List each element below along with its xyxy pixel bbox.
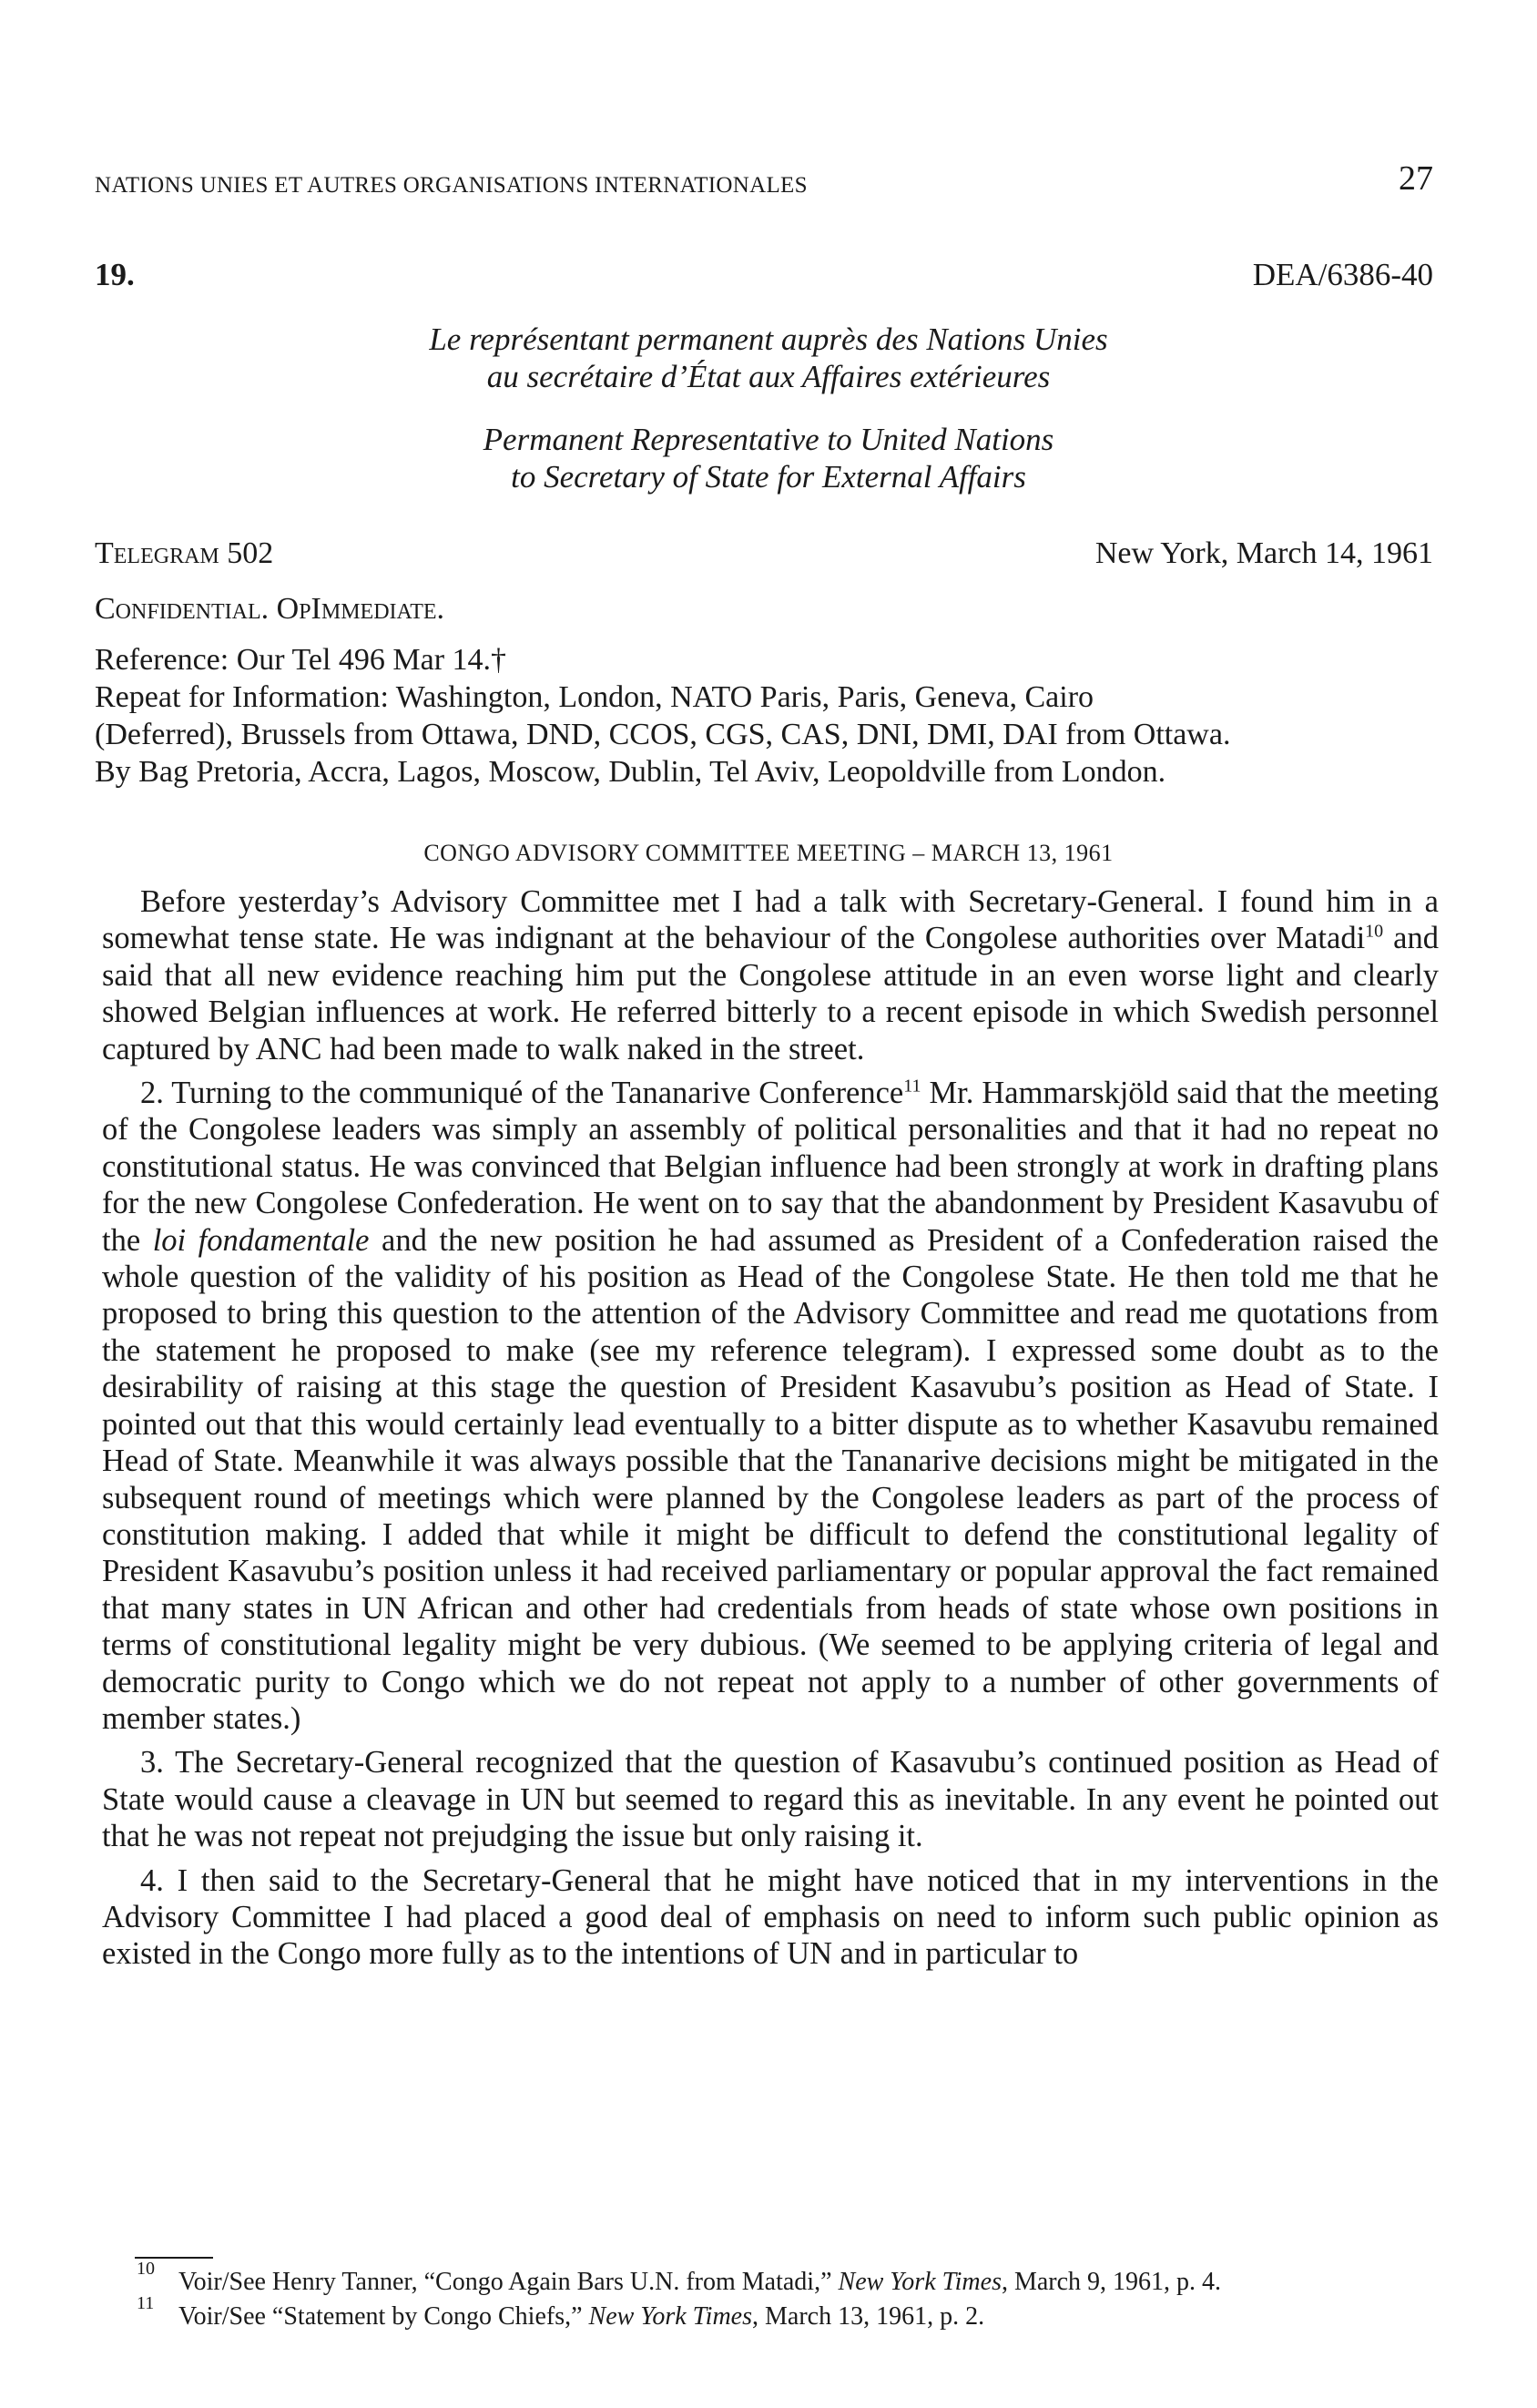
paragraph-3: 3. The Secretary-General recognized that the question of Kasavubu’s continued position as Head of State would cause a cleavage in UN but seemed to regard this as inevitable. In any event he pointed out that he was not repeat not prejudging the issue but only raising it.	[102, 1745, 1439, 1854]
paragraph-4: 4. I then said to the Secretary-General that he might have noticed that in my interventions in the Advisory Committee I had placed a good deal of emphasis on need to inform such public opinion as existed in the Congo more fully as to the intentions of UN and in particular to	[102, 1862, 1439, 1972]
file-reference: DEA/6386-40	[1252, 257, 1433, 292]
heading-en-line-2: to Secretary of State for External Affairs	[511, 459, 1026, 495]
telegram-body	[102, 883, 1439, 1980]
footnote-ref-11: 11	[903, 1076, 921, 1097]
footnote-ref-10: 10	[1365, 921, 1384, 942]
reference-line: Reference: Our Tel 496 Mar 14.†	[95, 643, 507, 677]
page-number: 27	[1399, 159, 1433, 198]
classification: Confidential. OpImmediate.	[95, 592, 445, 626]
telegram-number: Telegram 502	[95, 536, 274, 570]
repeat-line-3: By Bag Pretoria, Accra, Lagos, Moscow, Dublin, Tel Aviv, Leopoldville from London.	[95, 755, 1166, 789]
paragraph-2: 2. Turning to the communiqué of the Tananarive Conference$^{11}$ Mr. Hammarskjöld said that the meeting of the Congolese leaders was simply an assembly of political personalities and that it had no repeat no constitutional status. He was convinced that Belgian influence had been strongly at work in drafting plans for the new Congolese Confederation. He went on to say that the abandonment by President Kasavubu of the loi fondamentale and the new position he had assumed as President of a Confederation raised the whole question of the validity of his position as Head of the Congolese State. He then told me that he proposed to bring this question to the attention of the Advisory Committee and read me quotations from the statement he proposed to make (see my reference telegram). I expressed some doubt as to the desirability of raising at this stage the question of President Kasavubu’s position as Head of State. I pointed out that this would certainly lead eventually to a bitter dispute as to whether Kasavubu remained Head of State. Meanwhile it was always possible that the Tananarive decisions might be mitigated in the subsequent round of meetings which were planned by the Congolese leaders as part of the process of constitution making. I added that while it might be difficult to defend the constitutional legality of President Kasavubu’s position unless it had received parliamentary or popular approval the fact remained that many states in UN African and other had credentials from heads of state whose own positions in terms of constitutional legality might be very dubious. (We seemed to be applying criteria of legal and democratic purity to Congo which we do not repeat not apply to a number of other governments of member states.)	[102, 1076, 1439, 1736]
paragraph-1: Before yesterday’s Advisory Committee met I had a talk with Secretary-General. I found him in a somewhat tense state. He was indignant at the behaviour of the Congolese authorities over Matadi$^{10}$ and said that all new evidence reaching him put the Congolese attitude in an even worse light and clearly showed Belgian influences at work. He referred bitterly to a recent episode in which Swedish personnel captured by ANC had been made to walk naked in the street.	[102, 884, 1439, 1066]
footnote-11: Voir/See “Statement by Congo Chiefs,” New York Times, March 13, 1961, p. 2.	[178, 2302, 985, 2331]
footnote-mark-11: 11	[137, 2293, 155, 2313]
heading-fr-line-2: au secrétaire d’État aux Affaires extérieures	[486, 359, 1051, 394]
subject-heading: CONGO ADVISORY COMMITTEE MEETING – MARCH 13, 1961	[423, 840, 1114, 866]
heading-en-line-1: Permanent Representative to United Nations	[483, 422, 1054, 457]
footnote-mark-10: 10	[137, 2259, 155, 2279]
footnote-10: Voir/See Henry Tanner, “Congo Again Bars U.N. from Matadi,” New York Times, March 9, 1961, p. 4.	[178, 2268, 1222, 2296]
heading-fr-line-1: Le représentant permanent auprès des Nations Unies	[429, 321, 1108, 357]
place-date: New York, March 14, 1961	[1094, 536, 1433, 570]
repeat-line-2: (Deferred), Brussels from Ottawa, DND, CCOS, CGS, CAS, DNI, DMI, DAI from Ottawa.	[95, 718, 1231, 751]
repeat-line-1: Repeat for Information: Washington, London, NATO Paris, Paris, Geneva, Cairo	[95, 680, 1094, 714]
running-head: NATIONS UNIES ET AUTRES ORGANISATIONS INTERNATIONALES	[95, 173, 808, 198]
document-number: 19.	[95, 257, 135, 292]
